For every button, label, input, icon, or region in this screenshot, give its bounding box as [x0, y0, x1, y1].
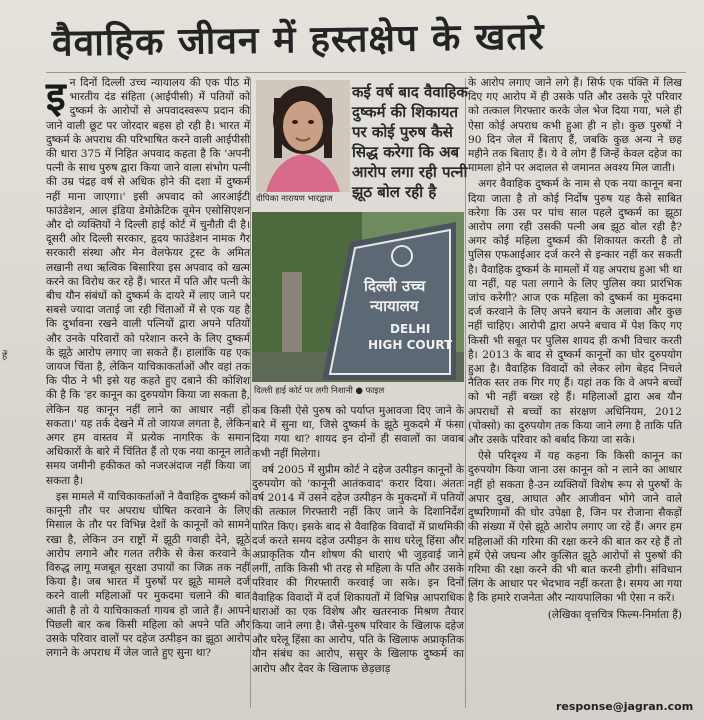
author-note: (लेखिका वृत्तचित्र फिल्म-निर्माता हैं)	[547, 608, 682, 621]
photo-caption: दीपिका नारायण भारद्वाज	[256, 194, 333, 204]
response-email: response@jagran.com	[556, 700, 694, 713]
paragraph: इस मामले में याचिकाकर्ताओं ने वैवाहिक दुष्कर्म को कानूनी तौर पर अपराध घोषित करवाने के लिए मिसाल के तौर पर विभिन्न देशों के कानूनों को सामने रखा है, लेकिन उन राष्ट्रों में झूठी गवाही देने, झूठे आरोप लगाने और गलत तरीके से केस करवाने के विरुद्ध लागू मजबूत सुरक्षा उपायों का जिक्र तक नहीं किया है। जब भारत में पुरुषों पर झूठे मामले दर्ज करने वाली महिलाओं पर मुकदमा चलाने की बात आती है तो ये याचिकाकर्ता गायब हो जाते हैं। आपने पिछली बार कब किसी महिला को अपने पति और उसके परिवार वालों पर दहेज उत्पीड़न का झूठा आरोप लगाने के अपराध में जेल जाते हुए सुना था?	[46, 490, 250, 660]
paragraph: कब किसी ऐसे पुरुष को पर्याप्त मुआवजा दिए जाने के बारे में सुना था, जिसे दुष्कर्म के झूठे मुकदमे में फंसा दिया गया था? शायद इन दोनों ही सवालों का जवाब कभी नहीं मिलेगा।	[252, 405, 464, 460]
paragraph: अगर वैवाहिक दुष्कर्म के नाम से एक नया कानून बना दिया जाता है तो कोई निर्दोष पुरुष यह कैसे साबित करेगा कि उस पर पांच साल पहले दुष्कर्म का झूठा आरोप लगा रही उसकी पत्नी अब झूठ बोल रही है? अगर कोई महिला दुष्कर्म की शिकायत करती है तो पुलिस एफआईआर दर्ज करने से इन्कार नहीं कर सकती है। वैवाहिक दुष्कर्म के मामलों में यह अपराध हुआ भी था या नहीं, यह पता लगाने के लिए पुलिस क्या प्रारंभिक जांच करेगी? आज एक महिला को दुष्कर्म का मुकदमा दर्ज करवाने के लिए अपने बयान के अलावा और कुछ नहीं चाहिए। आरोपी द्वारा अपने बचाव में पेश किए गए किसी भी सबूत पर पुलिस शायद ही कभी विचार करती है। 2013 के बाद से दुष्कर्म कानूनों का घोर दुरुपयोग हुआ है। वैवाहिक विवादों को लेकर लोग बेहद निचले नैतिक स्तर तक गिर गए हैं। यहां तक कि वे अपने बच्चों को भी नहीं बख्श रहे हैं। महिलाओं द्वारा अब यौन अपराधों से बच्चों का संरक्षण अधिनियम, 2012 (पोक्सो) का दुरुपयोग तक किया जाने लगा है ताकि पति और उसके परिवार को बर्बाद किया जा सके।	[468, 178, 682, 447]
court-sign-hindi-2: न्यायालय	[370, 297, 419, 315]
paragraph: ऐसे परिदृश्य में यह कहना कि किसी कानून का दुरुपयोग किया जाना उस कानून को न लाने का आधार नहीं हो सकता है-उन व्यक्तियों विशेष रूप से पुरुषों के अपार दुख, आघात और आजीवन भोगे जाने वाले दुष्परिणामों की घोर उपेक्षा है, जिन पर रोजाना सैकड़ों की संख्या में ऐसे झूठे आरोप लगाए जा रहे हैं। अगर हम महिलाओं की गरिमा की रक्षा करने की बात कर रहे हैं तो हमें ऐसे जघन्य और कुत्सित झूठे आरोपों से पुरुषों की गरिमा की रक्षा करने की भी बात करनी होगी। संविधान लिंग के आधार पर भेदभाव नहीं करता है। समय आ गया है कि हमारे राजनेता और न्यायपालिका भी ऐसा न करें।	[468, 450, 682, 605]
headline: वैवाहिक जीवन में हस्तक्षेप के खतरे	[51, 14, 545, 65]
pull-quote: कई वर्ष बाद वैवाहिक दुष्कर्म की शिकायत पर कोई पुरुष कैसे सिद्ध करेगा कि अब आरोप लगा रही पत्नी झूठ बोल रही है	[352, 83, 468, 201]
paragraph: वर्ष 2005 में सुप्रीम कोर्ट ने दहेज उत्पीड़न कानूनों के दुरुपयोग को 'कानूनी आतंकवाद' करार दिया। अंततः वर्ष 2014 में उसने दहेज उत्पीड़न के मुकदमों में पतियों की तत्काल गिरफ्तारी नहीं किए जाने के दिशानिर्देश पारित किए। इसके बाद से वैवाहिक विवादों में प्राथमिकी दर्ज करते समय दहेज उत्पीड़न के साथ घरेलू हिंसा और अप्राकृतिक यौन शोषण की धाराएं भी जुड़वाई जाने लगीं, ताकि किसी भी तरह से महिला के पति और उसके परिवार की गिरफ्तारी करवाई जा सके। इन दिनों वैवाहिक विवादों में दर्ज शिकायतों में विभिन्न आपराधिक धाराओं का एक विशेष और खतरनाक मिश्रण तैयार किया जाने लगा है। जैसे-पुरुष परिवार के खिलाफ दहेज और घरेलू हिंसा का आरोप, पति के खिलाफ अप्राकृतिक यौन संबंध का आरोप, ससुर के खिलाफ दुष्कर्म का आरोप और देवर के खिलाफ छेड़छाड़	[252, 463, 464, 675]
court-sign-hindi-1: दिल्ली उच्च	[364, 277, 426, 295]
author-photo	[256, 80, 350, 192]
article-column-3	[468, 76, 682, 624]
paragraph	[46, 76, 250, 488]
column-divider-1	[250, 78, 251, 708]
margin-fragment: हें	[2, 351, 8, 362]
article-column-2	[252, 404, 464, 678]
court-photo	[252, 212, 464, 382]
court-photo-caption: दिल्ली हाई कोर्ट पर लगी निशानी ● फाइल	[254, 386, 385, 396]
headline-rule	[46, 72, 686, 73]
court-sign-english-1: DELHI	[390, 322, 431, 336]
article-column-1	[46, 76, 250, 662]
drop-cap: इ	[46, 74, 66, 120]
court-sign-english-2: HIGH COURT	[368, 338, 453, 352]
paragraph: के आरोप लगाए जाने लगे हैं। सिर्फ एक पंक्ति में लिख दिए गए आरोप में ही उसके पति और उसके पूरे परिवार को तत्काल गिरफ्तार करके जेल भेज दिया गया, भले ही ऐसा कोई अपराध कभी हुआ ही न हो। कुछ पुरुषों ने 90 दिन जेल में बिताए हैं, जबकि कुछ अन्य ने छह महीने तक बिताए हैं। ये वे लोग हैं जिन्हें केवल दहेज का मामला होने पर अदालत से जमानत अवश्य मिल जाती।	[468, 77, 682, 175]
paragraph-text: न दिनों दिल्ली उच्च न्यायालय की एक पीठ में भारतीय दंड संहिता (आईपीसी) में पतियों को दुष्कर्म के आरोपों से अपवादस्वरूप प्रदान की जाने वाली छूट पर जोरदार बहस हो रही है। भारत में दुष्कर्म के अपराध की परिभाषित करने वाली आईपीसी की धारा 375 में निहित अपवाद कहता है कि 'अपनी पत्नी के साथ पुरुष द्वारा किया जाने वाला संभोग पत्नी की उम्र पंद्रह वर्ष से अधिक होने की दशा में दुष्कर्म नहीं माना जाएगा।' इसी अपवाद को आरआईटी फाउंडेशन, आल इंडिया डेमोक्रेटिक वूमेन एसोसिएशन और दो व्यक्तियों ने दिल्ली हाई कोर्ट में चुनौती दी है। दूसरी ओर दिल्ली सरकार, हृदय फाउंडेशन नामक गैर सरकारी संस्था और मेन वेलफेयर ट्रस्ट के अमित लखानी तथा ऋत्विक बिसारिया इस अपवाद को खत्म करने का विरोध कर रहे हैं। भारत में पति और पत्नी के बीच यौन संबंधों को दुष्कर्म के दायरे में लाए जाने पर सबसे ज्यादा जताई जा रही चिंताओं में से एक यह है कि दुर्भावना रखने वाली पत्नियों द्वारा अपने पतियों और उनके परिवारों को परेशान करने के लिए दुष्कर्म के झूठे आरोप लगाए जा सकते हैं। हालांकि यह एक जायज चिंता है, लेकिन याचिकाकर्ताओं और वहां तक कि पीठ ने भी इसे यह कहते हुए दबाने की कोशिश की है कि 'हर कानून का दुरुपयोग किया जा सकता है, लेकिन यह कानून नहीं लाने का आधार नहीं हो सकता।' यह तर्क देखने में तो जायज लगता है, लेकिन अगर हम वास्तव में प्रत्येक नागरिक के समान अधिकारों के बारे में चिंतित हैं तो एक नया कानून लाते समय जमीनी हकीकत को नजरअंदाज नहीं किया जा सकता है।	[46, 77, 250, 487]
